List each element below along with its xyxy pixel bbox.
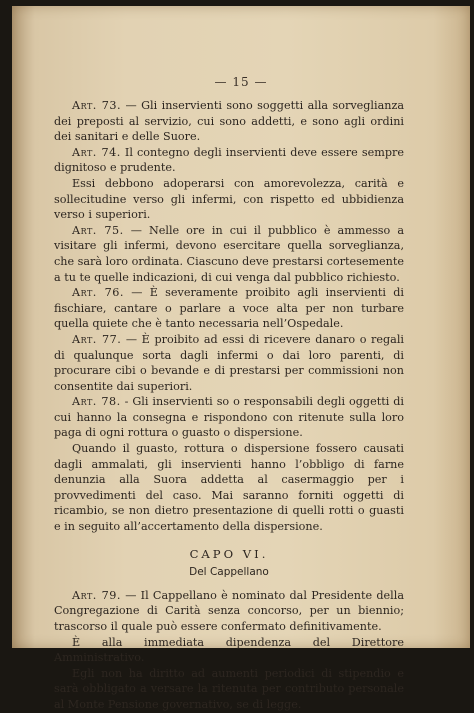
article-text: - Gli inservienti so o responsabili degli oggetti di cui hanno la consegna e rispondono con ritenute sulla loro paga di ogni rottura o guasto o dispersione. xyxy=(54,395,404,440)
article-text: Egli non ha diritto ad aumenti periodici di stipendio e sarà obbligato a versare la ritenuta per contributo personale al Monte Pensione governativo, se di legge. xyxy=(54,666,404,711)
article-text: — È severamente proibito agli inservienti di fischiare, cantare o parlare a voce alta per non turbare quella quiete che è tanto necessaria nell’Ospedale. xyxy=(54,286,404,331)
article-paragraph xyxy=(54,145,404,176)
article-number: Art. 73. xyxy=(72,99,122,112)
article-paragraph xyxy=(54,666,404,713)
article-text: — Gli inservienti sono soggetti alla sorveglianza dei preposti al servizio, cui sono addetti, e sono agli ordini dei sanitari e delle Suore. xyxy=(54,99,405,144)
article-paragraph xyxy=(54,98,404,145)
article-paragraph xyxy=(54,332,404,394)
article-paragraph xyxy=(54,223,404,285)
chapter-title: CAPO VI. xyxy=(189,546,269,561)
article-text: Quando il guasto, rottura o dispersione fossero causati dagli ammalati, gli inservienti hanno l’obbligo di farne denunzia alla Suora addetta al casermaggio per i provvedimenti del caso. Mai saranno forniti oggetti di ricambio, se non dietro presentazione di quelli rotti o guasti e in seguito all’accertamento della dispersione. xyxy=(54,442,404,534)
article-number: Art. 74. xyxy=(72,145,121,159)
page-number: — 15 — xyxy=(214,75,268,89)
article-text: Il contegno degli inservienti deve essere sempre dignitoso e prudente. xyxy=(54,145,404,175)
chapter-subtitle: Del Cappellano xyxy=(189,566,269,579)
article-paragraph xyxy=(54,441,404,535)
article-text: — È proibito ad essi di ricevere danaro o regali di qualunque sorta dagli infermi o dai loro parenti, di procurare cibi o bevande e di prestarsi per commissioni non consentite dai superiori. xyxy=(54,332,404,393)
article-number: Art. 76. xyxy=(72,286,124,300)
article-number: Art. 77. xyxy=(72,332,122,346)
article-paragraph xyxy=(54,176,404,223)
article-number: Art. 79. xyxy=(72,588,121,602)
article-paragraph xyxy=(54,588,404,635)
article-paragraph xyxy=(54,285,404,332)
articles-bottom xyxy=(54,588,404,713)
article-text: È alla immediata dipendenza del Direttore Amministrativo. xyxy=(54,635,404,665)
articles-top xyxy=(54,98,404,535)
article-number: Art. 75. xyxy=(72,223,124,237)
article-paragraph xyxy=(54,394,404,441)
article-text: — Nelle ore in cui il pubblico è ammesso a visitare gli infermi, devono esercitare quella sorveglianza, che sarà loro ordinata. Ciascuno deve prestarsi cortesemente a tu te quelle indicazioni, di cui venga dal pubblico richiesto. xyxy=(54,223,404,284)
page-body xyxy=(54,98,404,713)
article-number: Art. 78. xyxy=(72,395,121,409)
article-text: Essi debbono adoperarsi con amorevolezza, carità e sollecitudine verso gli infermi, con rispetto ed ubbidienza verso i superiori. xyxy=(54,176,404,222)
article-paragraph xyxy=(54,635,404,666)
article-text: — Il Cappellano è nominato dal Presidente della Congregazione di Carità senza concorso, per un biennio; trascorso il quale può essere confermato definitivamente. xyxy=(54,588,404,633)
book-page xyxy=(12,6,470,711)
